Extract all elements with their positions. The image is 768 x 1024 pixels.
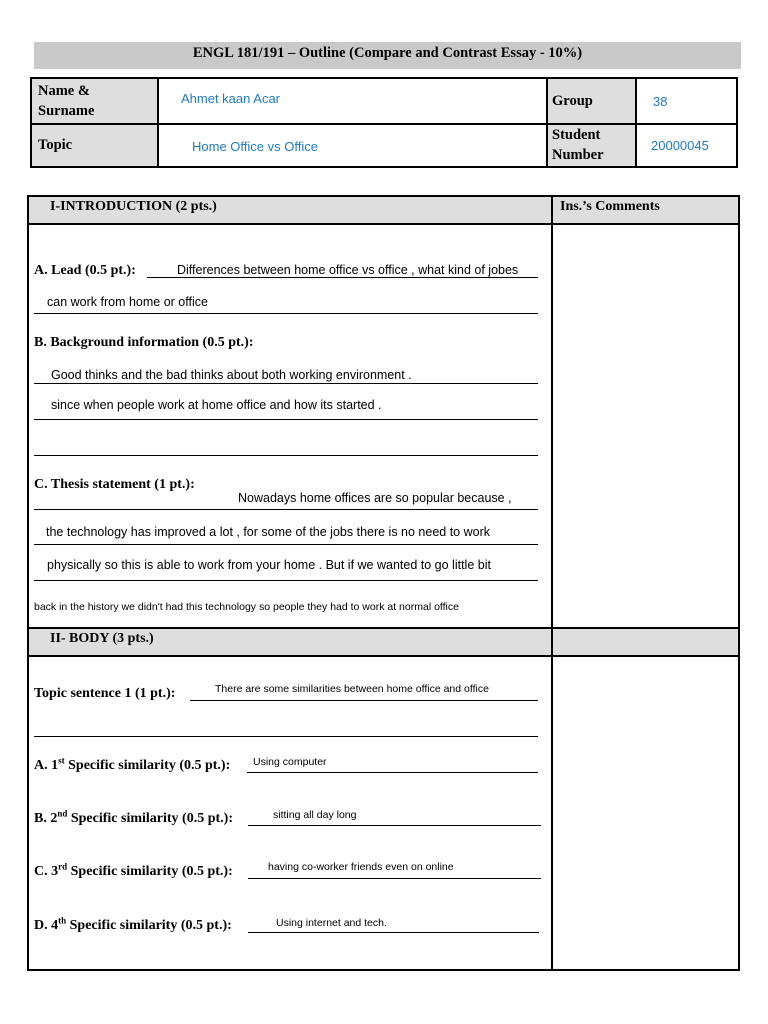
group-field[interactable]: 38: [653, 94, 668, 109]
intro-section-heading: I-INTRODUCTION (2 pts.): [50, 199, 217, 214]
topic-field[interactable]: Home Office vs Office: [192, 139, 318, 154]
body-comments-cell[interactable]: [553, 657, 738, 969]
thesis-answer-line-2[interactable]: the technology has improved a lot , for some of the jobs there is no need to work: [46, 525, 491, 539]
similarity-b-label: B. 2nd Specific similarity (0.5 pt.):: [34, 808, 233, 826]
similarity-d-label: D. 4th Specific similarity (0.5 pt.):: [34, 915, 232, 933]
lead-answer-line-2[interactable]: can work from home or office: [47, 295, 208, 309]
student-number-label: Student Number: [552, 127, 604, 163]
background-answer-line-1[interactable]: Good thinks and the bad thinks about both working environment .: [51, 368, 412, 382]
similarity-c-answer[interactable]: having co-worker friends even on online: [268, 861, 454, 873]
body-section-heading: II- BODY (3 pts.): [50, 631, 154, 646]
document-title: ENGL 181/191 – Outline (Compare and Contrast Essay - 10%): [192, 45, 583, 61]
name-label: Name & Surname: [38, 83, 95, 119]
thesis-answer-line-1[interactable]: Nowadays home offices are so popular because ,: [238, 491, 512, 505]
similarity-d-answer[interactable]: Using internet and tech.: [276, 917, 387, 929]
topic-label: Topic: [38, 137, 73, 153]
intro-comments-cell[interactable]: [553, 225, 738, 627]
lead-label: A. Lead (0.5 pt.):: [34, 263, 136, 278]
background-label: B. Background information (0.5 pt.):: [34, 335, 254, 350]
thesis-answer-line-4[interactable]: back in the history we didn't had this technology so people they had to work at normal office: [34, 601, 459, 613]
similarity-a-answer[interactable]: Using computer: [253, 756, 327, 768]
student-number-field[interactable]: 20000045: [651, 138, 709, 153]
topic-sentence-1-extra-line[interactable]: [34, 736, 538, 737]
document-title-bar: [34, 42, 741, 69]
similarity-c-label: C. 3rd Specific similarity (0.5 pt.):: [34, 861, 233, 879]
background-answer-line-2[interactable]: since when people work at home office and how its started .: [51, 398, 382, 412]
comments-heading: Ins.’s Comments: [560, 199, 660, 214]
similarity-b-answer[interactable]: sitting all day long: [273, 809, 357, 821]
thesis-answer-line-3[interactable]: physically so this is able to work from your home . But if we wanted to go little bit: [47, 558, 491, 572]
similarity-a-label: A. 1st Specific similarity (0.5 pt.):: [34, 755, 231, 773]
topic-sentence-1-answer[interactable]: There are some similarities between home office and office: [215, 683, 489, 695]
lead-answer-line-1[interactable]: Differences between home office vs office , what kind of jobes: [177, 263, 519, 277]
thesis-label: C. Thesis statement (1 pt.):: [34, 477, 195, 492]
name-field[interactable]: Ahmet kaan Acar: [181, 91, 280, 106]
background-answer-line-3[interactable]: [34, 455, 538, 456]
group-label: Group: [552, 93, 593, 109]
topic-sentence-1-label: Topic sentence 1 (1 pt.):: [34, 686, 176, 701]
